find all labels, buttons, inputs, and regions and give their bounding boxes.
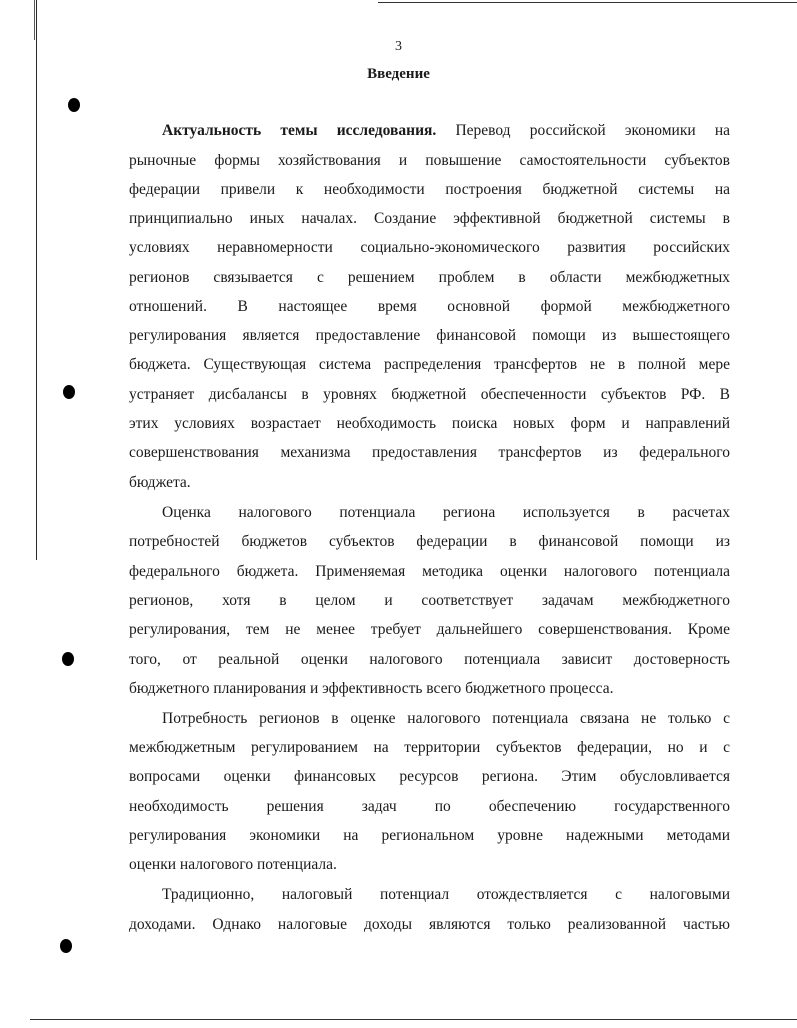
text-line: регионов, хотя в целом и соответствует задачам межбюджетного: [129, 592, 730, 609]
topic-lead: Актуальность темы исследования.: [162, 122, 437, 139]
text-line: бюджета. Существующая система распределения трансфертов не в полной мере: [129, 356, 730, 373]
page-number: 3: [395, 39, 402, 54]
text-line: межбюджетным регулированием на территории субъектов федерации, но и с: [129, 739, 730, 756]
text-line: регулирования, тем не менее требует дальнейшего совершенствования. Кроме: [129, 621, 730, 638]
text-line: этих условиях возрастает необходимость поиска новых форм и направлений: [129, 415, 730, 432]
text-line: того, от реальной оценки налогового потенциала зависит достоверность: [129, 651, 730, 668]
text-line: Актуальность темы исследования. Перевод российской экономики на: [162, 122, 731, 139]
text-line: Потребность регионов в оценке налогового потенциала связана не только с: [162, 710, 730, 727]
text-line: бюджетного планирования и эффективность всего бюджетного процесса.: [129, 680, 614, 697]
text-line: условиях неравномерности социально-экономического развития российских: [129, 239, 730, 256]
text-line: федерации привели к необходимости построения бюджетной системы на: [129, 181, 730, 198]
scan-edge-line: [36, 0, 37, 560]
text-line: необходимость решения задач по обеспечению государственного: [129, 798, 730, 815]
text-line: вопросами оценки финансовых ресурсов региона. Этим обусловливается: [129, 768, 730, 785]
scan-edge-line-top: [34, 0, 35, 40]
punch-hole-mark: [63, 385, 75, 399]
text-line: регулирования экономики на региональном уровне надежными методами: [129, 827, 730, 844]
punch-hole-mark: [60, 939, 72, 953]
text-line: Оценка налогового потенциала региона используется в расчетах: [162, 504, 730, 521]
text-line: устраняет дисбалансы в уровнях бюджетной обеспеченности субъектов РФ. В: [129, 386, 730, 403]
scan-top-rule: [378, 2, 797, 3]
text-line: федерального бюджета. Применяемая методика оценки налогового потенциала: [129, 563, 730, 580]
text-line: принципиально иных началах. Создание эффективной бюджетной системы в: [129, 210, 730, 227]
text-line: регулирования является предоставление финансовой помощи из вышестоящего: [129, 327, 730, 344]
punch-hole-mark: [68, 98, 80, 112]
text-line: Традиционно, налоговый потенциал отождествляется с налоговыми: [162, 886, 730, 903]
text-line: регионов связывается с решением проблем в области межбюджетных: [129, 269, 730, 286]
text-line: бюджета.: [129, 474, 191, 491]
section-heading: Введение: [367, 66, 430, 82]
text-line: рыночные формы хозяйствования и повышение самостоятельности субъектов: [129, 152, 730, 169]
text-line: отношений. В настоящее время основной формой межбюджетного: [129, 298, 730, 315]
text-line: оценки налогового потенциала.: [129, 856, 337, 873]
text-line: потребностей бюджетов субъектов федерации в финансовой помощи из: [129, 533, 730, 550]
text-line: совершенствования механизма предоставления трансфертов из федерального: [129, 444, 730, 461]
scan-bottom-rule: [30, 1019, 797, 1020]
text-line: доходами. Однако налоговые доходы являются только реализованной частью: [129, 916, 730, 933]
punch-hole-mark: [62, 652, 74, 666]
